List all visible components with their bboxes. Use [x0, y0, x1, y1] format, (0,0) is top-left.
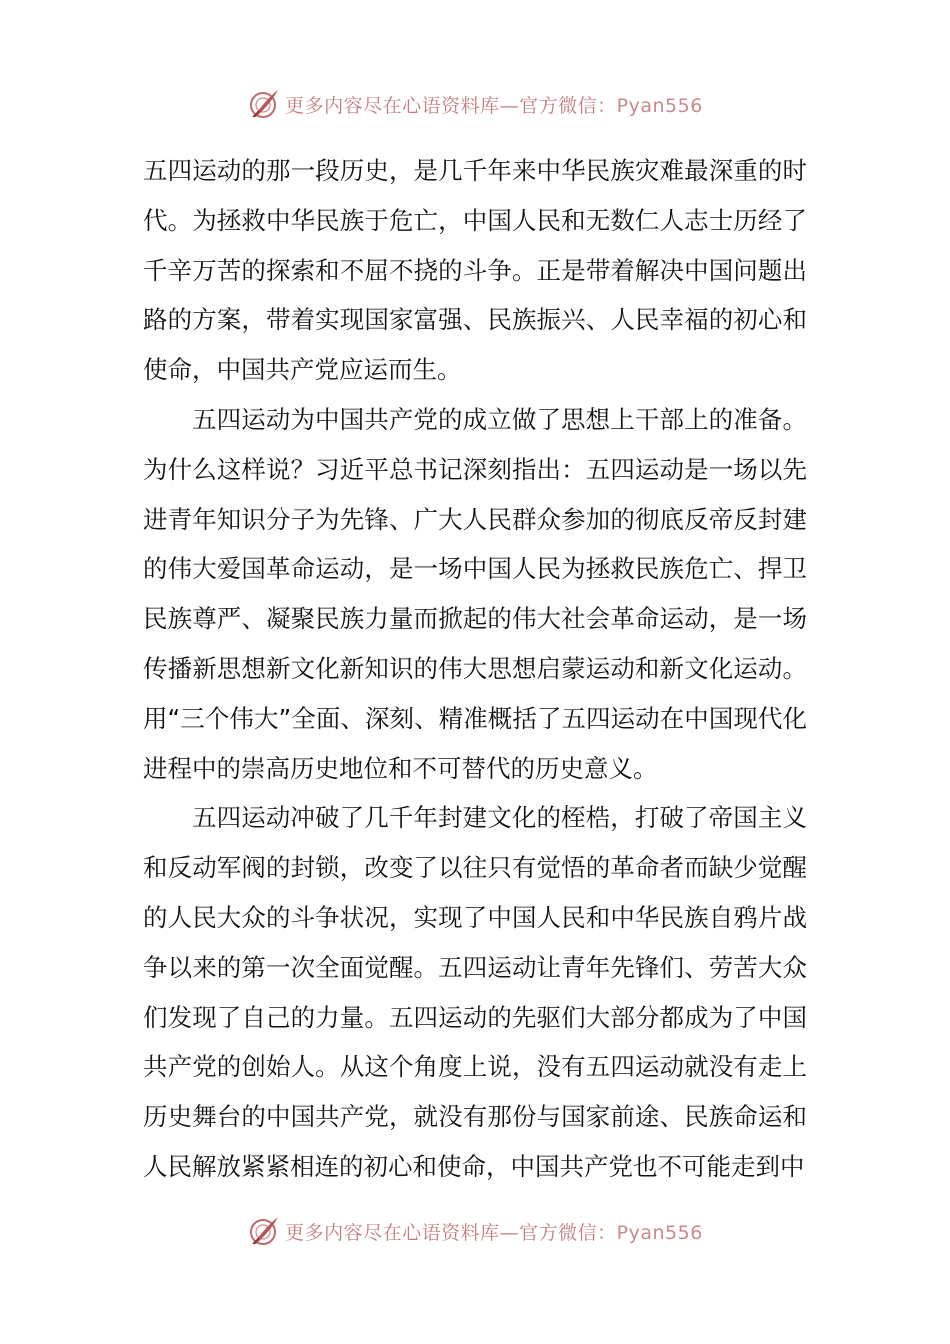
- header-banner: [0, 84, 950, 124]
- paragraph-1: 五四运动的那一段历史，是几千年来中华民族灾难最深重的时代。为拯救中华民族于危亡，中国人民和无数仁人志士历经了千辛万苦的探索和不屈不挠的斗争。正是带着解决中国问题出路的方案，带着实现国家富强、民族振兴、人民幸福的初心和使命，中国共产党应运而生。: [143, 156, 807, 385]
- quill-seal-icon: [247, 1214, 281, 1248]
- banner-text: 更多内容尽在心语资料库—官方微信：Pyan556: [285, 94, 703, 117]
- paragraph-3: 五四运动冲破了几千年封建文化的桎梏，打破了帝国主义和反动军阀的封锁，改变了以往只有觉悟的革命者而缺少觉醒的人民大众的斗争状况，实现了中国人民和中华民族自鸦片战争以来的第一次全面觉醒。五四运动让青年先锋们、劳苦大众们发现了自己的力量。五四运动的先驱们大部分都成为了中国共产党的创始人。从这个角度上说，没有五四运动就没有走上历史舞台的中国共产党，就没有那份与国家前途、民族命运和人民解放紧紧相连的初心和使命，中国共产党也不可能走到中: [143, 803, 807, 1181]
- footer-banner: [0, 1211, 950, 1251]
- document-body: [143, 146, 807, 1192]
- wechat-id: Pyan556: [616, 94, 703, 117]
- paragraph-2: 五四运动为中国共产党的成立做了思想上干部上的准备。为什么这样说？习近平总书记深刻指出：五四运动是一场以先进青年知识分子为先锋、广大人民群众参加的彻底反帝反封建的伟大爱国革命运动，是一场中国人民为拯救民族危亡、捍卫民族尊严、凝聚民族力量而掀起的伟大社会革命运动，是一场传播新思想新文化新知识的伟大思想启蒙运动和新文化运动。用“三个伟大”全面、深刻、精准概括了五四运动在中国现代化进程中的崇高历史地位和不可替代的历史意义。: [143, 404, 807, 783]
- banner-text: 更多内容尽在心语资料库—官方微信：Pyan556: [285, 1221, 703, 1244]
- wechat-id: Pyan556: [616, 1221, 703, 1244]
- quill-seal-icon: [247, 87, 281, 121]
